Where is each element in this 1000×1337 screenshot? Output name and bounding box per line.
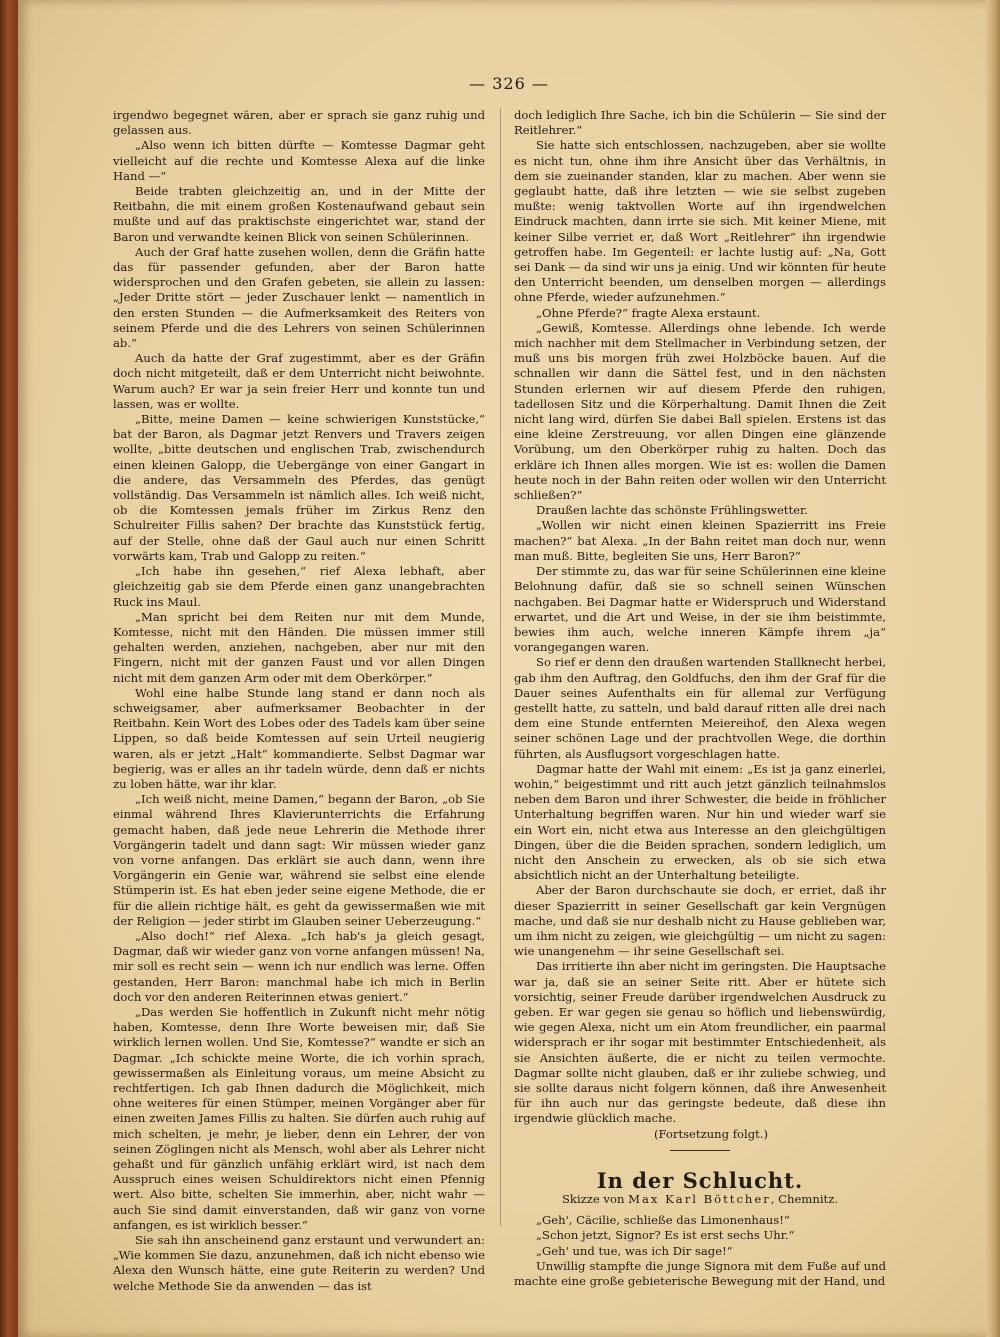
paragraph: Sie sah ihn anscheinend ganz erstaunt und verwundert an: „Wie kommen Sie dazu, anzunehmen, daß ich nicht ebenso wie Alexa den Wunsch hätte, eine gute Reiterin zu werden? Und welche Methode Sie da anwenden — das ist	[113, 1233, 485, 1293]
paragraph: So rief er denn den draußen wartenden Stallknecht herbei, gab ihm den Auftrag, den Goldfuchs, den ihm der Graf für die Dauer seines Aufenthalts ein für allemal zur Verfügung gestellt hatte, zu satteln, und bald darauf ritten alle drei nach dem eine Stunde entfernten Meiereihof, den Alexa wegen seiner schönen Lage und der prachtvollen Wege, die dorthin führten, als Ausflugsort vorgeschlagen hatte.	[514, 655, 886, 761]
paragraph: „Gewiß, Komtesse. Allerdings ohne lebende. Ich werde mich nachher mit dem Stellmacher in Verbindung setzen, der muß uns bis morgen früh zwei Holzböcke bauen. Auf die schnallen wir dann die Sättel fest, und in den nächsten Stunden erlernen wir auf diesem Pferde den ruhigen, tadellosen Sitz und die Körperhaltung. Damit Ihnen die Zeit nicht lang wird, dürfen Sie dabei Ball spielen. Erstens ist das eine kleine Zerstreuung, vor allen Dingen eine glänzende Vorübung, um den Oberkörper ruhig zu halten. Doch das erkläre ich Ihnen alles morgen. Wie ist es: wollen die Damen heute noch in der Bahn reiten oder wollen wir den Unterricht schließen?“	[514, 320, 886, 503]
paragraph: „Ohne Pferde?“ fragte Alexa erstaunt.	[536, 305, 761, 320]
column-divider	[500, 108, 501, 1226]
byline-place: , Chemnitz.	[770, 1192, 839, 1207]
continued-note: (Fortsetzung folgt.)	[653, 1126, 768, 1141]
page-edge	[986, 0, 1000, 1337]
paragraph: „Ich weiß nicht, meine Damen,“ begann der Baron, „ob Sie einmal während Ihres Klavierunterrichts die Erfahrung gemacht haben, daß jede neue Lehrerin die Methode ihrer Vorgängerin tadelt und dann sagt: Wir müssen wieder ganz von vorne anfangen. Das erklärt sie auch dann, wenn ihre Vorgängerin ein Genie war, während sie selbst eine elende Stümperin ist. Es hat eben jeder seine eigene Methode, die er für die allein richtige hält, es geht da gewissermaßen wie mit der Religion — jeder stirbt im Glauben seiner Ueberzeugung.“	[113, 792, 485, 928]
paragraph: Das irritierte ihn aber nicht im geringsten. Die Hauptsache war ja, daß sie an seiner Seite ritt. Aber er hütete sich vorsichtig, seiner Freude darüber irgendwelchen Ausdruck zu geben. Er war gegen sie genau so höflich und liebenswürdig, wie gegen Alexa, nicht um ein Atom freundlicher, ein paarmal widersprach er ihr sogar mit bestimmter Entschiedenheit, als sie Ansichten äußerte, die er nicht zu teilen vermochte. Dagmar sollte nicht glauben, daß er ihr zuliebe schwieg, und sie sollte daraus nicht folgern können, daß ihre Anwesenheit für ihn auch nur das geringste bedeute, daß diese ihn irgendwie glücklich mache.	[514, 959, 886, 1126]
paragraph: Draußen lachte das schönste Frühlingswetter.	[536, 503, 808, 518]
paragraph: „Also doch!“ rief Alexa. „Ich hab's ja gleich gesagt, Dagmar, daß wir wieder ganz von vorne anfangen müssen! Na, mir soll es recht sein — wenn ich nur endlich was lerne. Offen gestanden, Herr Baron: manchmal habe ich mich in Berlin doch vor den anderen Reiterinnen etwas geniert.“	[113, 928, 485, 1004]
paragraph: „Das werden Sie hoffentlich in Zukunft nicht mehr nötig haben, Komtesse, denn Ihre Worte beweisen mir, daß Sie wirklich lernen wollen. Und Sie, Komtesse?“ wandte er sich an Dagmar. „Ich schickte meine Worte, die ich vorhin sprach, gewissermaßen als Einleitung voraus, um meine Absicht zu rechtfertigen. Ich gab Ihnen dadurch die Möglichkeit, mich ohne weiteres für einen Stümper, meinen Vorgänger aber für einen zweiten James Fillis zu halten. Sie dürfen auch ruhig auf mich schelten, je mehr, je lieber, denn ein Lehrer, der von seinen Zöglingen nicht als Mensch, wohl aber als Lehrer nicht gehaßt und für gänzlich unfähig erklärt wird, ist nach dem Ausspruch eines weisen Schuldirektors nicht einen Pfennig wert. Also bitte, schelten Sie immerhin, aber, nicht wahr — auch Sie sind damit einverstanden, daß wir ganz von vorne anfangen, es ist wirklich besser.“	[113, 1004, 485, 1232]
paragraph: Der stimmte zu, das war für seine Schülerinnen eine kleine Belohnung dafür, daß sie so schnell seinen Wünschen nachgaben. Bei Dagmar hatte er Widerspruch und Widerstand erwartet, und die Art und Weise, in der sie ihm beistimmte, bewies ihm auch, welche inneren Kämpfe ihrem „ja“ vorangegangen waren.	[514, 564, 886, 655]
right-column	[514, 108, 886, 1289]
paragraph: Unwillig stampfte die junge Signora mit dem Fuße auf und machte eine große gebieterische Bewegung mit der Hand, und	[514, 1258, 886, 1289]
left-column	[113, 108, 485, 1294]
paragraph: Sie hatte sich entschlossen, nachzugeben, aber sie wollte es nicht tun, ohne ihm ihre Ansicht über das Verhältnis, in dem sie zueinander standen, klar zu machen. Aber wenn sie geglaubt hatte, daß ihre letzten — wie sie selbst zugeben mußte: wenig taktvollen Worte auf ihn irgendwelchen Eindruck machten, dann irrte sie sich. Mit keiner Miene, mit keiner Silbe verriet er, daß Wort „Reitlehrer“ ihn irgendwie getroffen habe. Im Gegenteil: er lachte lustig auf: „Na, Gott sei Dank — da sind wir uns ja einig. Und wir könnten für heute den Unterricht beenden, um denselben morgen — allerdings ohne Pferde, wieder aufzunehmen.“	[514, 138, 886, 305]
paragraph: „Also wenn ich bitten dürfte — Komtesse Dagmar geht vielleicht auf die rechte und Komtesse Alexa auf die linke Hand —“	[113, 138, 485, 183]
story-title: In der Schlucht.	[596, 1167, 804, 1193]
story-byline	[514, 1192, 886, 1207]
paragraph: Aber der Baron durchschaute sie doch, er erriet, daß ihr dieser Spazierritt in seiner Gesellschaft gar kein Vergnügen mache, und daß sie nur deshalb nicht zu Hause geblieben war, um ihm nicht zu zeigen, wie gleichgültig — um nicht zu sagen: wie unangenehm — ihr seine Gesellschaft sei.	[514, 883, 886, 959]
paragraph: irgendwo begegnet wären, aber er sprach sie ganz ruhig und gelassen aus.	[113, 108, 485, 138]
paragraph: Dagmar hatte der Wahl mit einem: „Es ist ja ganz einerlei, wohin,“ beigestimmt und ritt auch jetzt gänzlich teilnahmslos neben dem Baron und ihrer Schwester, die beide in fröhlicher Unterhaltung begriffen waren. Nur hin und wieder warf sie ein Wort ein, nicht etwa aus Interesse an den gleichgültigen Dingen, über die die Beiden sprachen, sondern lediglich, um nicht den Anschein zu erwecken, als ob sie sich etwa absichtlich nicht an der Unterhaltung beteiligte.	[514, 761, 886, 883]
paragraph: „Man spricht bei dem Reiten nur mit dem Munde, Komtesse, nicht mit den Händen. Die müssen immer still gehalten werden, anziehen, nachgeben, aber nur mit den Fingern, nicht mit der ganzen Faust und vor allen Dingen nicht mit dem ganzen Arm oder mit dem Oberkörper.“	[113, 609, 485, 685]
byline-author: Max Karl Böttcher	[628, 1192, 771, 1207]
newspaper-page	[18, 0, 1000, 1337]
story-body	[514, 1213, 886, 1289]
paragraph: „Geh' und tue, was ich Dir sage!“	[536, 1243, 733, 1258]
right-column-text	[514, 108, 886, 1127]
paragraph: „Schon jetzt, Signor? Es ist erst sechs Uhr.“	[536, 1228, 795, 1243]
book-spine	[0, 0, 18, 1337]
page-number: — 326 —	[469, 74, 549, 93]
paragraph: „Wollen wir nicht einen kleinen Spazierritt ins Freie machen?“ bat Alexa. „In der Bahn reitet man doch nur, wenn man muß. Bitte, begleiten Sie uns, Herr Baron?“	[514, 518, 886, 563]
section-rule	[670, 1150, 730, 1151]
paragraph: Beide trabten gleichzeitig an, und in der Mitte der Reitbahn, die mit einem großen Kostenaufwand gebaut sein mußte und auf das praktischste eingerichtet war, stand der Baron und verwandte keinen Blick von seinen Schülerinnen.	[113, 184, 485, 244]
paragraph: „Geh', Cäcilie, schließe das Limonenhaus!“	[536, 1213, 790, 1228]
paragraph: Auch der Graf hatte zusehen wollen, denn die Gräfin hatte das für passender gefunden, aber der Baron hatte widersprochen und den Grafen gebeten, sie allein zu lassen: „Jeder Dritte stört — jeder Zuschauer lenkt — namentlich in den ersten Stunden — die Aufmerksamkeit des Reiters von seinem Pferde und die des Lehrers von seinen Schülerinnen ab.“	[113, 244, 485, 351]
paragraph: „Ich habe ihn gesehen,“ rief Alexa lebhaft, aber gleichzeitig gab sie dem Pferde einen ganz unangebrachten Ruck ins Maul.	[113, 564, 485, 609]
paragraph: „Bitte, meine Damen — keine schwierigen Kunststücke,“ bat der Baron, als Dagmar jetzt Renvers und Travers zeigen wollte, „bitte deutschen und englischen Trab, zwischendurch einen kleinen Galopp, die Uebergänge von einer Gangart in die andere, das Versammeln des Pferdes, das genügt vollständig. Das Versammeln ist nämlich alles. Ich weiß nicht, ob die Komtessen jemals früher im Zirkus Renz den Schulreiter Fillis sahen? Der brachte das Kunststück fertig, auf der Stelle, ohne daß der Gaul auch nur einen Schritt vorwärts kam, Trab und Galopp zu reiten.“	[113, 412, 485, 563]
byline-prefix: Skizze von	[561, 1192, 625, 1207]
paragraph: doch lediglich Ihre Sache, ich bin die Schülerin — Sie sind der Reitlehrer.“	[514, 108, 886, 138]
paragraph: Auch da hatte der Graf zugestimmt, aber es der Gräfin doch nicht mitgeteilt, daß er dem Unterricht nicht beiwohnte. Warum auch? Er war ja sein freier Herr und konnte tun und lassen, was er wollte.	[113, 351, 485, 411]
paragraph: Wohl eine halbe Stunde lang stand er dann noch als schweigsamer, aber aufmerksamer Beobachter in der Reitbahn. Kein Wort des Lobes oder des Tadels kam über seine Lippen, so daß beide Komtessen auf sein Urteil neugierig waren, als er jetzt „Halt“ kommandierte. Selbst Dagmar war begierig, was er alles an ihr tadeln würde, denn daß er nichts zu loben hätte, war ihr klar.	[113, 685, 485, 791]
